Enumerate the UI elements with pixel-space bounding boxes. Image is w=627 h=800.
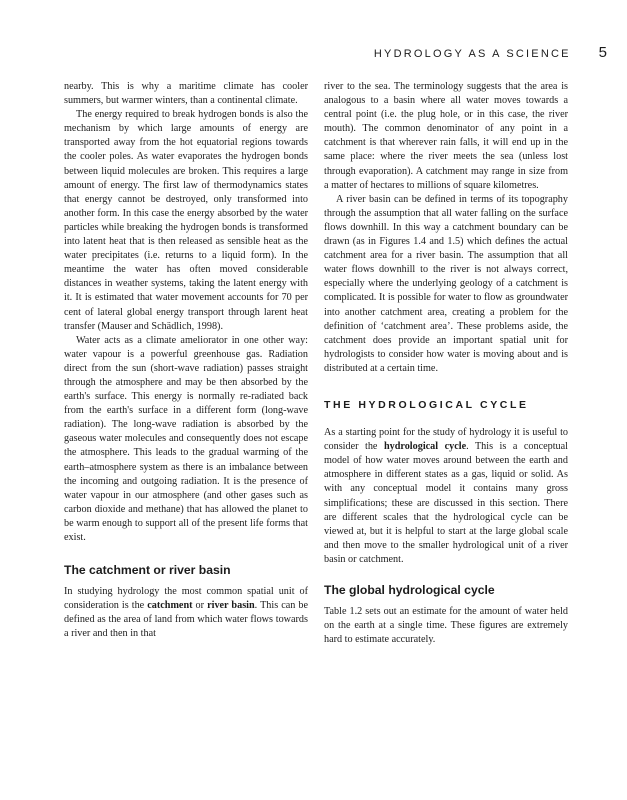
- text-run: . This can be defined as the area of land from which water flows towards a river and then in that: [64, 600, 309, 640]
- paragraph-hydrological-cycle: [324, 426, 568, 567]
- section-spacer: [324, 376, 568, 398]
- paragraph-greenhouse: Water acts as a climate ameliorator in one other way: water vapour is a powerful greenhouse gas. Radiation direct from the sun (short-wave radiation) passes straight through the atmosphere and may be then absorbed by the earth's surface. This energy is normally re-radiated back from the earth's surface in a different form (long-wave radiation). The long-wave radiation is absorbed by the gaseous water molecules and consequently does not escape the atmosphere. This leads to the gradual warming of the earth–atmosphere system as there is an imbalance between the incoming and outgoing radiation. It is the presence of water vapour in our atmosphere (and other gases such as carbon dioxide and methane) that has allowed the planet to be warm enough to support all of the present life forms that exist.: [64, 334, 308, 543]
- paragraph-topography: A river basin can be defined in terms of its topography through the assumption that all water falling on the surface flows downhill. In this way a catchment boundary can be drawn (as in Figures 1.4 and 1.5) which defines the actual catchment area for a river basin. The assumption that all water flows downhill to the river is not always correct, especially where the underlying geology of a catchment is complicated. It is possible for water to flow as groundwater into another catchment area, creating a problem for the definition of ‘catchment area’. These problems aside, the catchment does provide an important spatial unit for hydrologists to consider how water is moving about and is distributed at a certain time.: [324, 193, 568, 374]
- heading-global-cycle: The global hydrological cycle: [324, 583, 495, 597]
- heading-catchment: The catchment or river basin: [64, 563, 231, 578]
- running-title: HYDROLOGY AS A SCIENCE: [373, 48, 571, 60]
- paragraph-river-basin: river to the sea. The terminology suggests that the area is analogous to a basin where all water moves towards a central point (i.e. the plug hole, or in this case, the river mouth). The common denominator of any point in a catchment is that wherever rain falls, it will end up in the same place: where the river meets the sea (unless lost through evaporation). A catchment may range in size from a matter of hectares to millions of square kilometres.: [324, 81, 568, 191]
- page-number: 5: [598, 44, 607, 61]
- section-spacer: [324, 567, 568, 583]
- left-column: [64, 80, 308, 642]
- heading-hydrological-cycle: THE HYDROLOGICAL CYCLE: [324, 398, 529, 411]
- paragraph-table-estimate: Table 1.2 sets out an estimate for the amount of water held on the earth at a single time. These figures are extremely hard to estimate accurately.: [324, 606, 568, 646]
- paragraph-hydrogen-bonds: The energy required to break hydrogen bonds is also the mechanism by which large amounts of energy are transported away from the hot equatorial regions towards the cooler poles. As water evaporates the hydrogen bonds between liquid molecules are broken. This requires a large amount of energy. The first law of thermodynamics states that energy cannot be destroyed, only transformed into another form. In this case the energy absorbed by the water particles while breaking the hydrogen bonds is transformed into latent heat that is then released as sensible heat as the water precipitates (i.e. returns to a liquid form). In the meantime the water has often moved considerable distances in weather systems, taking the latent energy with it. It is estimated that water movement accounts for 70 per cent of lateral global energy transport through larent heat transfer (Mauser and Schädlich, 1998).: [64, 109, 308, 332]
- term-catchment: catchment: [147, 600, 193, 612]
- term-river-basin: river basin: [207, 600, 255, 612]
- section-spacer: [64, 545, 308, 563]
- text-run: As a starting point for the study of hydrology it is useful to consider the: [324, 427, 568, 453]
- running-header: [374, 44, 607, 64]
- paragraph-catchment-intro: [64, 585, 308, 641]
- right-column: [324, 80, 568, 647]
- text-run: In studying hydrology the most common spatial unit of consideration is the: [64, 586, 308, 612]
- term-hydrological-cycle: hydrological cycle: [383, 441, 467, 453]
- text-run: . This is a conceptual model of how water moves around between the earth and atmosphere in different states as a gas, liquid or solid. As with any conceptual model it contains many gross simplifications; these are discussed in this section. There are different scales that the hydrological cycle can be viewed at, but it is helpful to start at the large global scale and then move to the smaller hydrological unit of a river basin or catchment.: [324, 441, 568, 565]
- paragraph-maritime-climate: nearby. This is why a maritime climate has cooler summers, but warmer winters, than a continental climate.: [64, 81, 308, 107]
- text-run: or: [192, 600, 208, 612]
